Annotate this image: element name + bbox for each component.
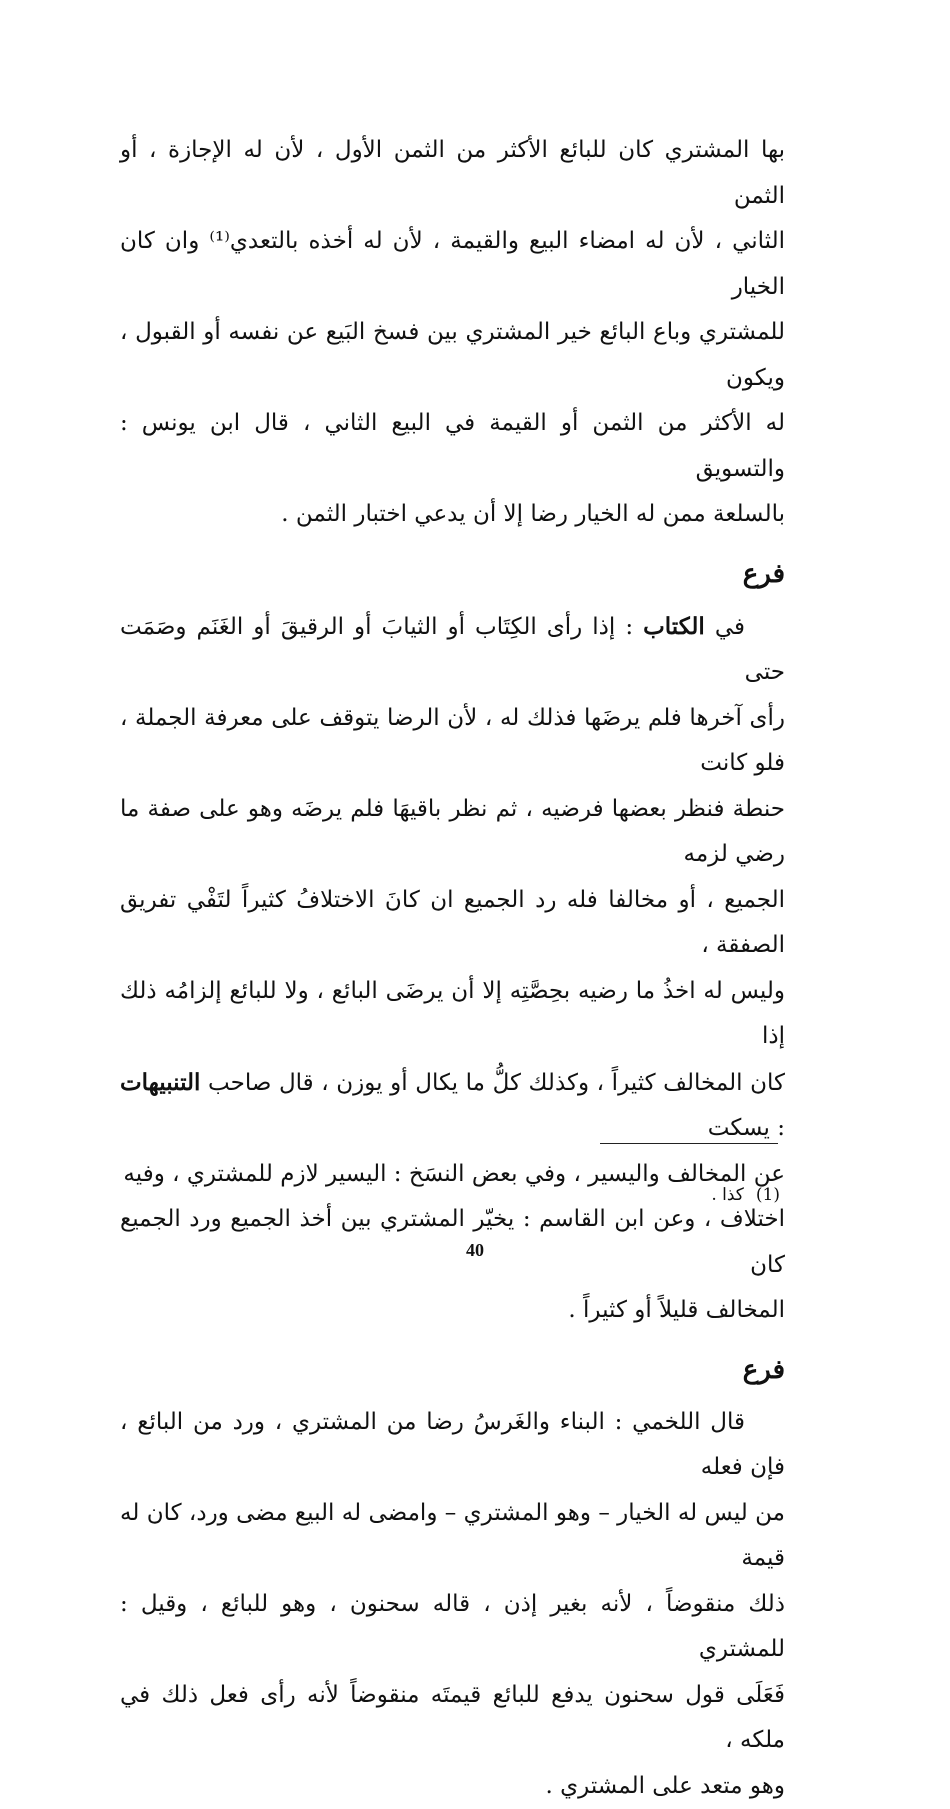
text-line: [120, 604, 785, 696]
footnote-number: (1): [756, 1185, 780, 1205]
text-line: وليس له اخذُ ما رضيه بحِصَّتِه إلا أن يرضَى البائع ، ولا للبائع إلزامُه ذلك إذا: [120, 969, 785, 1060]
text-line: الجميع ، أو مخالفا فله رد الجميع ان كانَ الاختلافُ كثيراً لتَفْي تفريق الصفقة ،: [120, 878, 785, 969]
line-rest: : يسكت: [708, 1115, 785, 1141]
section-heading-far: فرع: [120, 1346, 785, 1394]
bold-term-kitab: الكتاب: [643, 613, 705, 640]
text-line: فَعَلَى قول سحنون يدفع للبائع قيمتَه منقوضاً لأنه رأى فعل ذلك في ملكه ،: [120, 1673, 785, 1764]
page-body: [120, 128, 785, 1809]
text-line: ذلك منقوضاً ، لأنه بغير إذن ، قاله سحنون ، وهو للبائع ، وقيل : للمشتري: [120, 1582, 785, 1673]
text-line: [120, 1060, 785, 1152]
footnote-divider: [600, 1143, 778, 1144]
lead-rest: : إذا رأى الكِتَاب أو الثيابَ أو الرقيقَ أو الغَنَم وصَمَت حتى: [120, 614, 785, 686]
text-line: حنطة فنظر بعضها فرضيه ، ثم نظر باقيهَا فلم يرضَه وهو على صفة ما رضي لزمه: [120, 787, 785, 878]
footnote: [500, 1180, 780, 1210]
text-line: بالسلعة ممن له الخيار رضا إلا أن يدعي اختبار الثمن .: [120, 492, 785, 538]
text-line: الثاني ، لأن له امضاء البيع والقيمة ، لأن له أخذه بالتعدي⁽¹⁾ وان كان الخيار: [120, 219, 785, 310]
paragraph-3: [120, 1400, 785, 1809]
paragraph-1: [120, 128, 785, 538]
text-line: للمشتري وباع البائع خير المشتري بين فسخ البَيع عن نفسه أو القبول ، ويكون: [120, 310, 785, 401]
paragraph-2: [120, 604, 785, 1334]
text-line: وهو متعد على المشتري .: [120, 1764, 785, 1809]
text-line: اختلاف ، وعن ابن القاسم : يخيّر المشتري بين أخذ الجميع ورد الجميع كان: [120, 1197, 785, 1288]
line-prefix: كان المخالف كثيراً ، وكذلك كلُّ ما يكال أو يوزن ، قال صاحب: [200, 1070, 785, 1096]
section-heading-far: فرع: [120, 550, 785, 598]
text-line: له الأكثر من الثمن أو القيمة في البيع الثاني ، قال ابن يونس : والتسويق: [120, 401, 785, 492]
text-line: عن المخالف واليسير ، وفي بعض النسَخ : اليسير لازم للمشتري ، وفيه: [120, 1152, 785, 1198]
text-line: المخالف قليلاً أو كثيراً .: [120, 1288, 785, 1334]
lead-prefix: في: [705, 614, 745, 640]
bold-term-tanbihat: التنبيهات: [120, 1069, 200, 1096]
footnote-text: كذا .: [711, 1185, 744, 1205]
page-number: 40: [0, 1240, 950, 1261]
text-line: قال اللخمي : البناء والغَرسُ رضا من المشتري ، ورد من البائع ، فإن فعله: [120, 1400, 785, 1491]
text-line: رأى آخرها فلم يرضَها فذلك له ، لأن الرضا يتوقف على معرفة الجملة ، فلو كانت: [120, 696, 785, 787]
text-line: من ليس له الخيار – وهو المشتري – وامضى له البيع مضى ورد، كان له قيمة: [120, 1491, 785, 1582]
text-line: بها المشتري كان للبائع الأكثر من الثمن الأول ، لأن له الإجازة ، أو الثمن: [120, 128, 785, 219]
